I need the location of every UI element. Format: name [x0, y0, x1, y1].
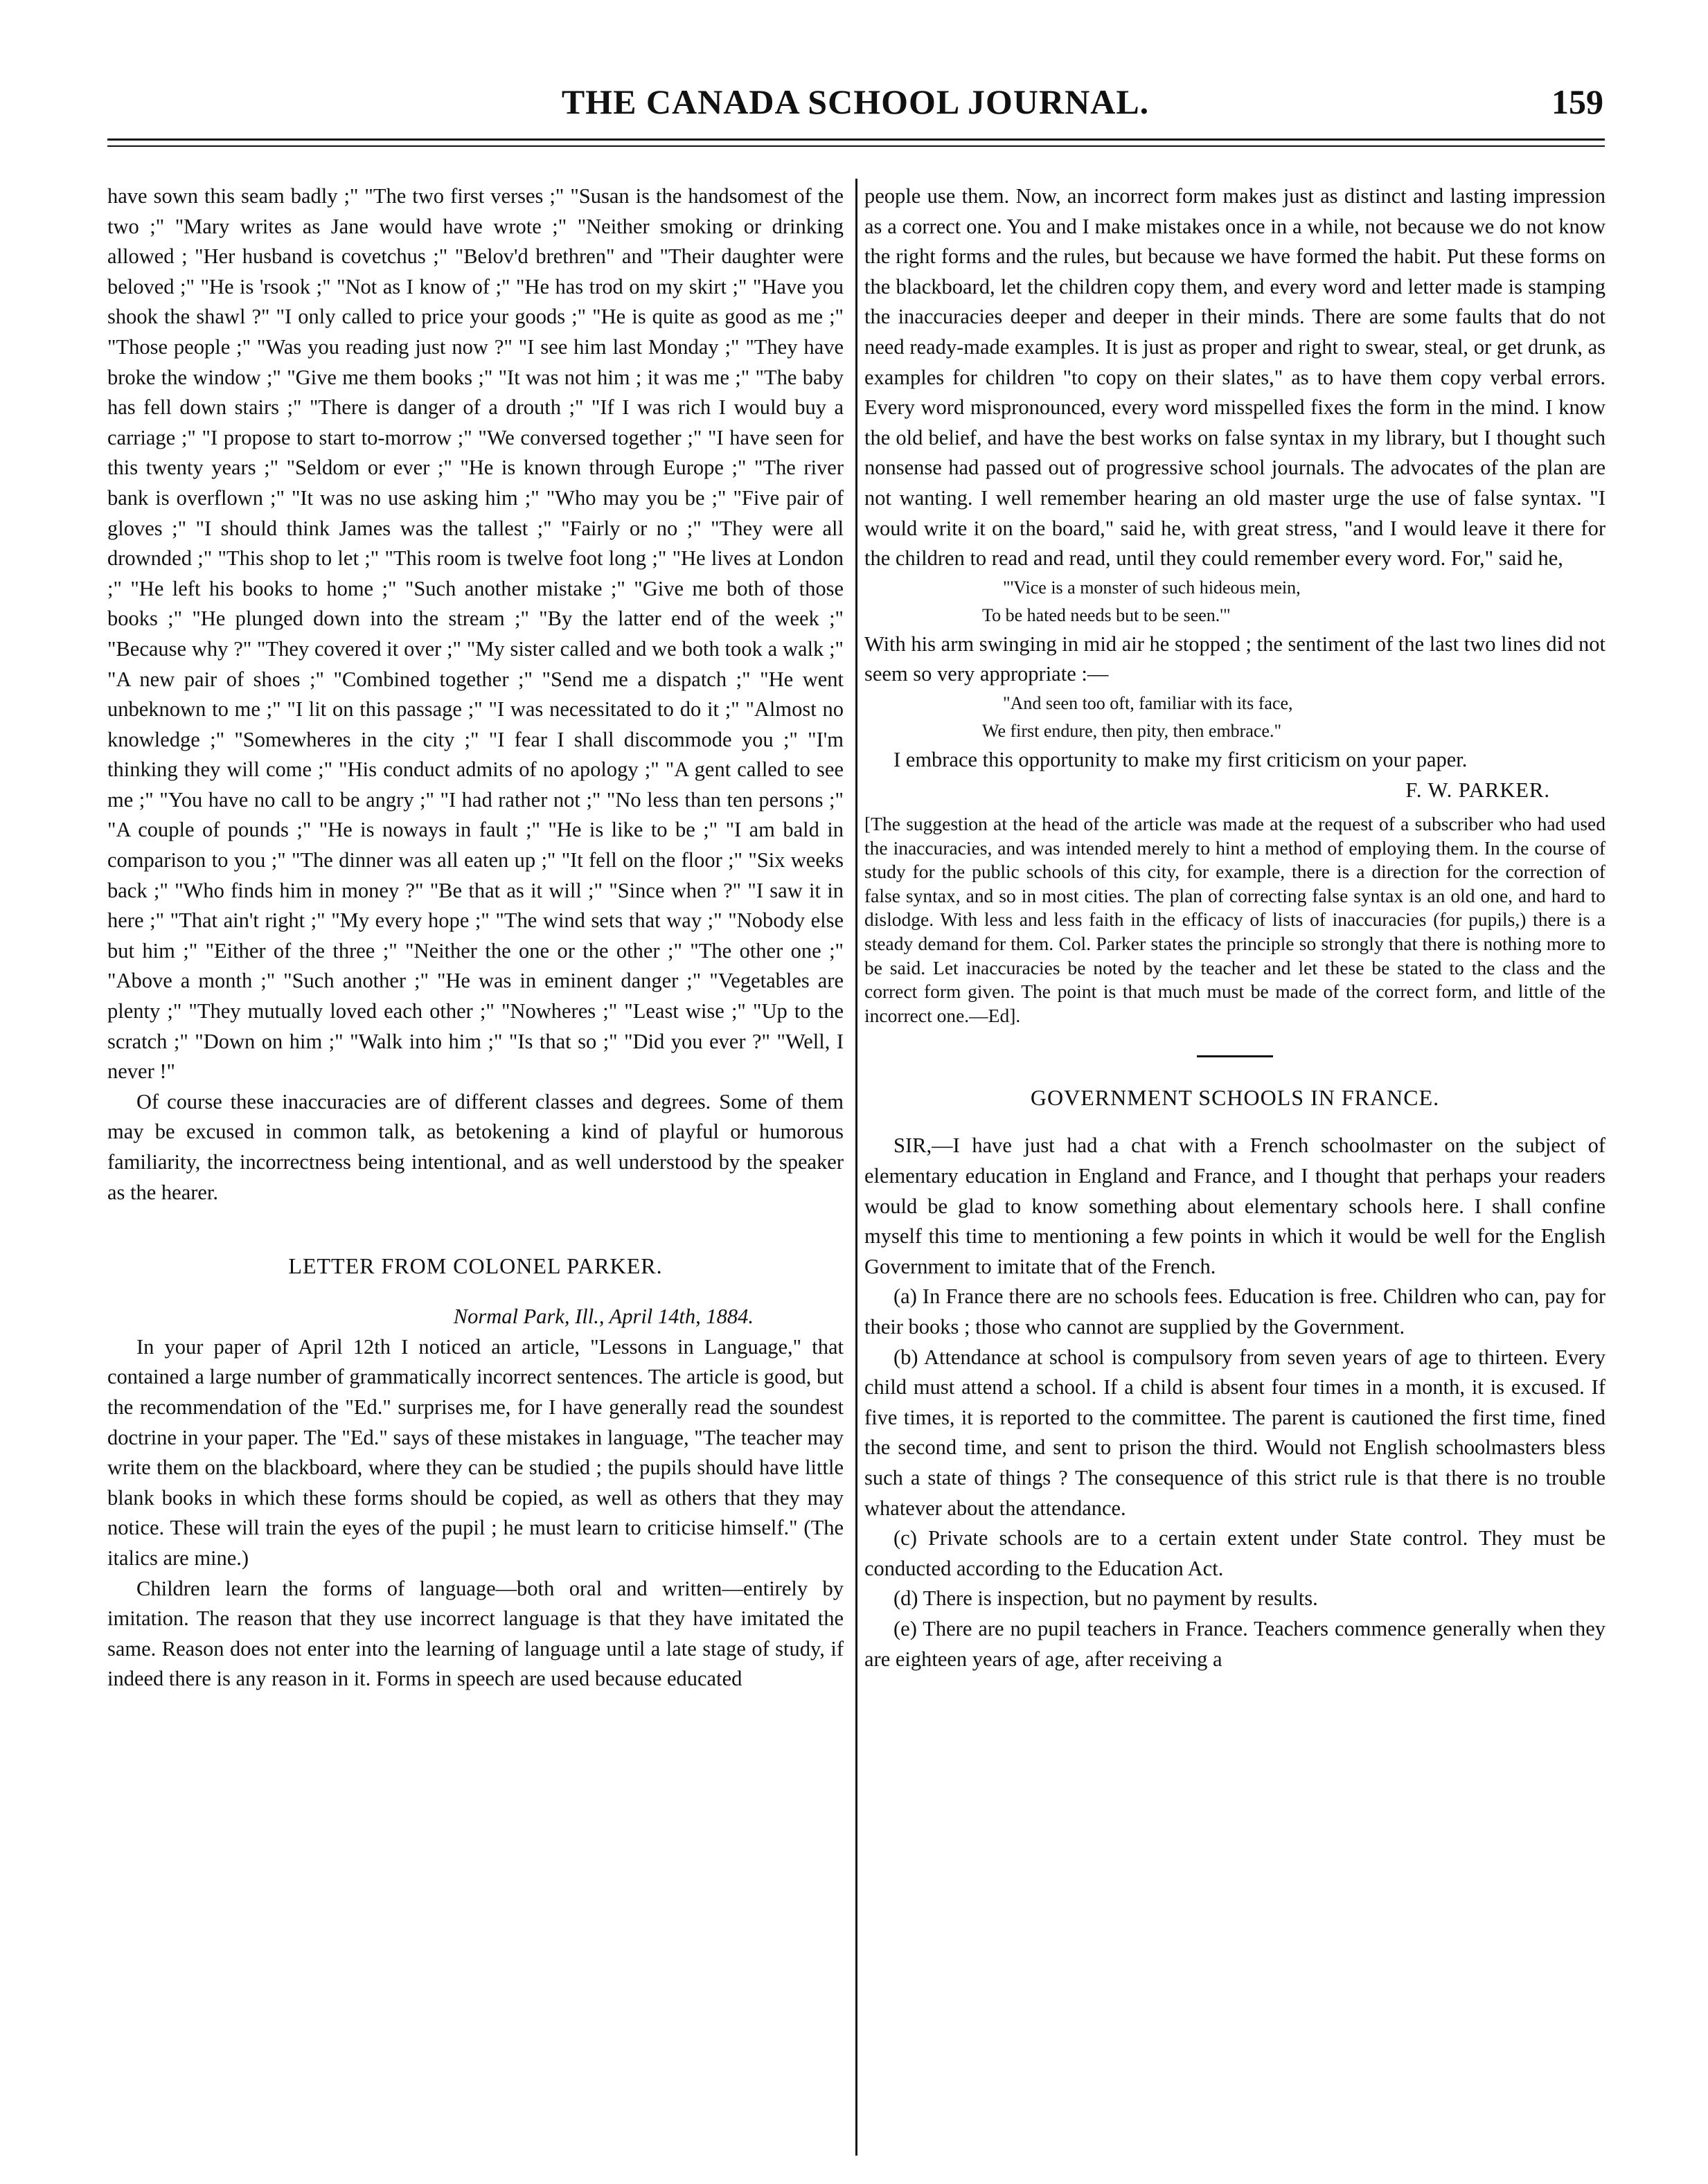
- editor-note: [The suggestion at the head of the article was made at the request of a subscriber who had used the inaccuracies, and was intended merely to hint a method of employing them. In the course of study for the public schools of this city, for example, there is a direction for the correction of false syntax, and so in most cities. The plan of correcting false syntax is an old one, and hard to dislodge. With less and less faith in the efficacy of lists of inaccuracies (for pupils,) there is a steady demand for them. Col. Parker states the principle so strongly that there is nothing more to be said. Let inaccuracies be noted by the teacher and let these be stated to the class and the correct form given. The point is that much must be made of the correct form, and little of the incorrect one.—Ed].: [864, 813, 1605, 1026]
- point-e: (e) There are no pupil teachers in France. Teachers commence generally when they are eighteen years of age, after receiving a: [864, 1616, 1605, 1671]
- letter-heading: LETTER FROM COLONEL PARKER.: [288, 1253, 663, 1279]
- point-d: (d) There is inspection, but no payment by results.: [893, 1586, 1318, 1611]
- point-b: (b) Attendance at school is compulsory from seven years of age to thirteen. Every child must attend a school. If a child is absent four times in a month, it is excused. If five times, it is reported to the committee. The parent is cautioned the first time, fined the second time, and sent to prison the third. Would not English schoolmasters bless such a state of things ? The consequence of this strict rule is that there is no trouble whatever about the attendance.: [864, 1345, 1605, 1520]
- point-a: (a) In France there are no schools fees. Education is free. Children who can, pay for their books ; those who cannot are supplied by the Government.: [864, 1285, 1605, 1339]
- continuation-paragraph: people use them. Now, an incorrect form makes just as distinct and lasting impression as a correct one. You and I make mistakes once in a while, not because we do not know the right forms and the rules, but because we have formed the habit. Put these forms on the blackboard, let the children copy them, and every word and letter made is stamping the inaccuracies deeper and deeper in their minds. There are some faults that do not need ready-made examples. It is just as proper and right to swear, steal, or get drunk, as examples for children "to copy on their slates," as to have them copy verbal errors. Every word mispronounced, every word misspelled fixes the form in the mind. I know the old belief, and have the best works on false syntax in my library, but I thought such nonsense had passed out of progressive school journals. The advocates of the plan are not wanting. I well remember hearing an old master urge the use of false syntax. "I would write it on the board," said he, with great stress, "and I would leave it there for the children to read and read, until they could remember every word. For," said he,: [864, 184, 1605, 571]
- france-intro: SIR,—I have just had a chat with a French schoolmaster on the subject of elementary education in England and France, and I thought that perhaps your readers would be glad to know something about elementary schools here. I shall confine myself this time to mentioning a few points in which it would be well for the English Government to imitate that of the French.: [864, 1134, 1605, 1278]
- column-divider: [855, 179, 857, 2156]
- page-number: 159: [1551, 82, 1603, 121]
- arm-paragraph: With his arm swinging in mid air he stopped ; the sentiment of the last two lines did not seem so very appropriate :—: [864, 632, 1605, 686]
- criticism-paragraph: I embrace this opportunity to make my first criticism on your paper.: [893, 747, 1468, 771]
- right-column: [864, 181, 1605, 1674]
- poem-2-line-1: "And seen too oft, familiar with its face,: [1003, 692, 1293, 713]
- letter-paragraph-1: In your paper of April 12th I noticed an article, "Lessons in Language," that contained a large number of grammatically incorrect sentences. The article is good, but the recommendation of the "Ed." surprises me, for I have generally read the soundest doctrine in your paper. The "Ed." says of these mistakes in language, "The teacher may write them on the blackboard, where they can be studied ; the pupils should have little blank books in which these forms should be copied, as well as others that they may notice. These will train the eyes of the pupil ; he must learn to criticise himself." (The italics are mine.): [107, 1334, 844, 1570]
- letter-dateline: Normal Park, Ill., April 14th, 1884.: [453, 1305, 754, 1329]
- poem-2-line-2: We first endure, then pity, then embrace.": [982, 720, 1282, 741]
- poem-1-line-2: To be hated needs but to be seen.'": [982, 605, 1231, 625]
- header-rule-thin: [107, 145, 1605, 147]
- examples-paragraph: have sown this seam badly ;" "The two first verses ;" "Susan is the handsomest of the two ;" "Mary writes as Jane would have wrote ;" "Neither smoking or drinking allowed ; "Her husband is covetchus ;" "Belov'd brethren" and "Their daughter were beloved ;" "He is 'rsook ;" "Not as I know of ;" "He has trod on my skirt ;" "Have you shook the shawl ?" "I only called to price your goods ;" "He is quite as good as me ;" "Those people ;" "Was you reading just now ?" "I see him last Monday ;" "They have broke the window ;" "Give me them books ;" "It was not him ; it was me ;" "The baby has fell down stairs ;" "There is danger of a drouth ;" "If I was rich I would buy a carriage ;" "I propose to start to-morrow ;" "We conversed together ;" "I have seen for this twenty years ;" "Seldom or ever ;" "He is known through Europe ;" "The river bank is overflown ;" "It was no use asking him ;" "Who may you be ;" "Five pair of gloves ;" "I should think James was the tallest ;" "Fairly or no ;" "They were all drownded ;" "This shop to let ;" "This room is twelve foot long ;" "He lives at London ;" "He left his books to home ;" "Such another mistake ;" "Give me both of those books ;" "He plunged down into the stream ;" "By the latter end of the week ;" "Because why ?" "They covered it over ;" "My sister called and we both took a walk ;" "A new pair of shoes ;" "Combined together ;" "Send me a dispatch ;" "He went unbeknown to me ;" "I lit on this passage ;" "I was necessitated to do it ;" "Almost no knowledge ;" "Somewheres in the city ;" "I fear I shall discommode you ;" "I'm thinking they will come ;" "His conduct admits of no apology ;" "A gent called to see me ;" "You have no call to be angry ;" "I had rather not ;" "No less than ten persons ;" "A couple of pounds ;" "He is noways in fault ;" "He is like to be ;" "I am bald in comparison to you ;" "The dinner was all eaten up ;" "It fell on the floor ;" "Six weeks back ;" "Who finds him in money ?" "Be that as it will ;" "Since when ?" "I saw it in here ;" "That ain't right ;" "My every hope ;" "The wind sets that way ;" "Nobody else but him ;" "Either of the three ;" "Neither the one or the other ;" "The other one ;" "Above a month ;" "Such another ;" "He was in eminent danger ;" "Vegetables are plenty ;" "They mutually loved each other ;" "Nowheres ;" "Least wise ;" "Up to the scratch ;" "Down on him ;" "Walk into him ;" "Is that so ;" "Did you ever ?" "Well, I never !": [107, 184, 844, 1084]
- inaccuracies-paragraph: Of course these inaccuracies are of different classes and degrees. Some of them may be excused in common talk, as betokening a kind of playful or humorous familiarity, the incorrectness being intentional, and as well understood by the speaker as the hearer.: [107, 1089, 844, 1204]
- signature: F. W. PARKER.: [1405, 778, 1550, 802]
- header-rule: [107, 138, 1605, 141]
- letter-paragraph-2: Children learn the forms of language—both oral and written—entirely by imitation. The reason that they use incorrect language is that they have imitated the same. Reason does not enter into the learning of language until a late stage of study, if indeed there is any reason in it. Forms in speech are used because educated: [107, 1576, 844, 1691]
- point-c: (c) Private schools are to a certain extent under State control. They must be conducted according to the Education Act.: [864, 1526, 1605, 1580]
- journal-title: THE CANADA SCHOOL JOURNAL.: [561, 82, 1150, 121]
- france-heading: GOVERNMENT SCHOOLS IN FRANCE.: [1030, 1085, 1440, 1111]
- left-column: [107, 181, 844, 1694]
- page-header: [107, 82, 1603, 144]
- poem-1-line-1: "'Vice is a monster of such hideous mein,: [1003, 577, 1301, 598]
